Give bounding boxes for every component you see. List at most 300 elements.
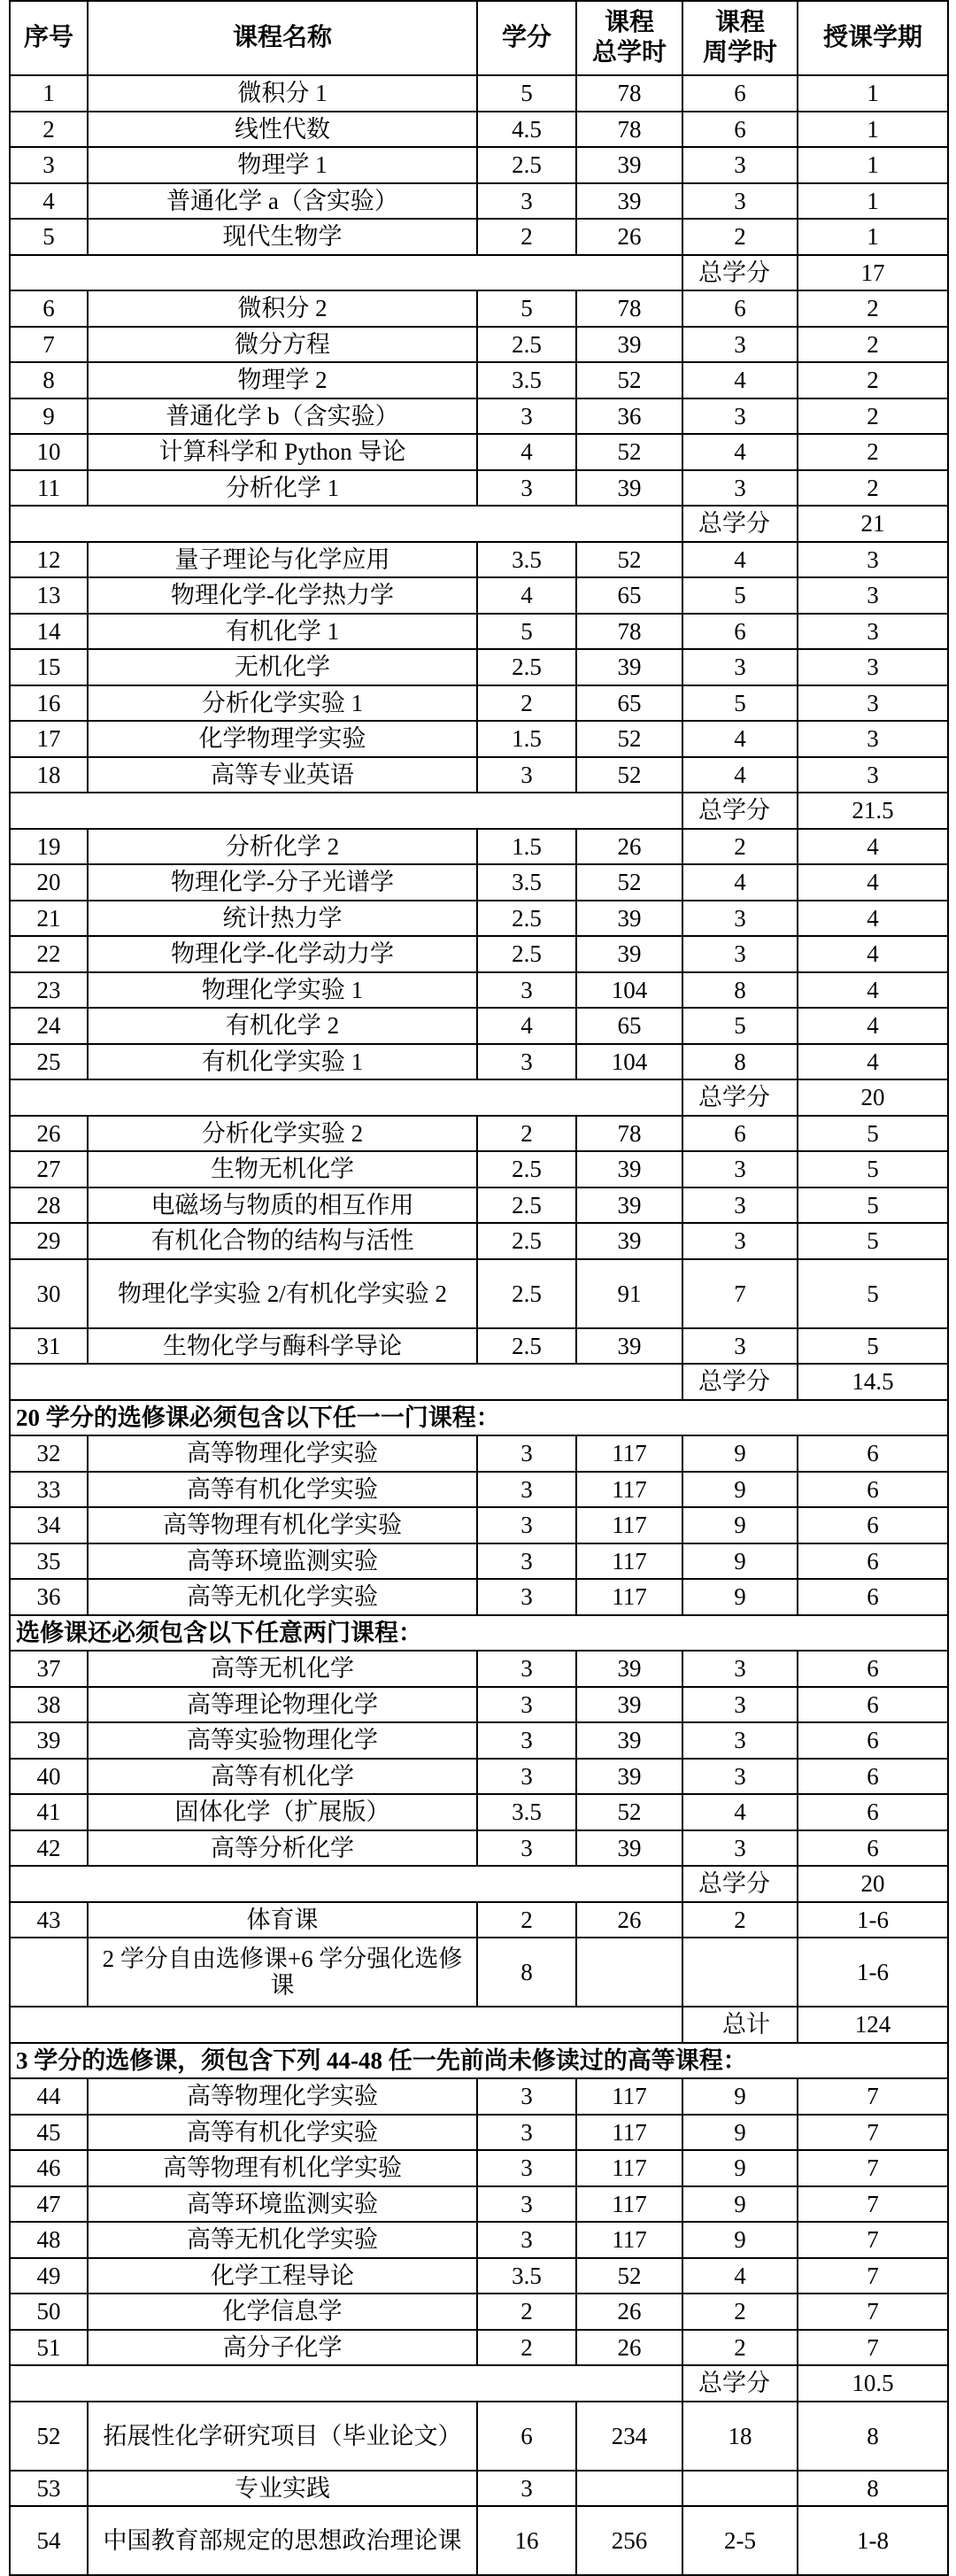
cell-total-hours: 26 [576,219,682,255]
cell-weekly-hours: 9 [682,1472,798,1508]
subtotal-value: 10.5 [798,2365,948,2402]
subtotal-label: 总学分 [682,793,798,829]
cell-weekly-hours: 7 [682,1259,798,1328]
cell-no: 49 [10,2258,88,2294]
table-row [10,362,948,398]
cell-course-name: 高等有机化学 [88,1759,477,1795]
subtotal-label: 总学分 [682,255,798,291]
cell-credit: 3 [477,1651,576,1687]
cell-total-hours: 256 [576,2506,682,2575]
cell-total-hours: 117 [576,1579,682,1615]
cell-credit: 2 [477,685,576,722]
header-name: 课程名称 [88,1,477,75]
table-row [10,183,948,220]
cell-total-hours: 39 [576,1722,682,1759]
cell-no: 7 [10,327,88,363]
cell-weekly-hours: 9 [682,2078,798,2115]
cell-total-hours: 234 [576,2402,682,2471]
cell-credit: 3.5 [477,2258,576,2294]
cell-credit: 3.5 [477,362,576,398]
header-weekly-hours [682,1,798,75]
cell-credit: 2 [477,2294,576,2330]
cell-no: 54 [10,2506,88,2575]
table-row [10,1223,948,1259]
cell-credit: 3.5 [477,1794,576,1830]
cell-credit: 4 [477,434,576,470]
cell-no: 47 [10,2186,88,2223]
cell-course-name: 无机化学 [88,649,477,685]
subtotal-blank [10,793,682,829]
subtotal-value: 21 [798,506,948,542]
cell-term: 4 [798,1044,948,1080]
table-row [10,757,948,793]
subtotal-value: 21.5 [798,793,948,829]
cell-no: 10 [10,434,88,470]
subtotal-blank [10,255,682,291]
cell-weekly-hours: 3 [682,1328,798,1365]
cell-no: 31 [10,1328,88,1365]
cell-credit: 3 [477,2186,576,2223]
subtotal-label: 总学分 [682,1866,798,1902]
cell-term: 6 [798,1759,948,1795]
table-row [10,1472,948,1508]
cell-course-name: 分析化学 2 [88,829,477,865]
cell-credit: 3 [477,398,576,435]
cell-weekly-hours: 3 [682,1151,798,1187]
cell-term: 6 [798,1722,948,1759]
table-row [10,1008,948,1044]
cell-weekly-hours: 4 [682,721,798,757]
cell-credit: 2 [477,1902,576,1938]
table-row [10,1116,948,1152]
cell-total-hours: 52 [576,362,682,398]
cell-weekly-hours: 3 [682,936,798,972]
cell-term: 6 [798,1472,948,1508]
cell-course-name: 量子理论与化学应用 [88,542,477,578]
cell-weekly-hours: 3 [682,1722,798,1759]
subtotal-value: 124 [798,2007,948,2043]
cell-no: 24 [10,1008,88,1044]
table-row [10,112,948,148]
cell-weekly-hours: 2-5 [682,2506,798,2575]
cell-term: 6 [798,1543,948,1580]
cell-course-name: 化学物理学实验 [88,721,477,757]
cell-total-hours: 39 [576,1151,682,1187]
cell-total-hours: 117 [576,2186,682,2223]
cell-weekly-hours: 8 [682,1044,798,1080]
cell-weekly-hours: 4 [682,2258,798,2294]
cell-term: 3 [798,685,948,722]
section-note-row [10,1615,948,1652]
cell-weekly-hours: 9 [682,2115,798,2151]
cell-no: 9 [10,398,88,435]
cell-no: 6 [10,290,88,327]
subtotal-blank [10,2365,682,2402]
table-row [10,829,948,865]
cell-course-name: 现代生物学 [88,219,477,255]
cell-course-name: 高分子化学 [88,2330,477,2366]
cell-credit: 1.5 [477,721,576,757]
cell-no: 12 [10,542,88,578]
cell-course-name: 高等物理化学实验 [88,1435,477,1472]
cell-total-hours: 39 [576,936,682,972]
cell-weekly-hours: 3 [682,1187,798,1224]
cell-credit: 3 [477,470,576,507]
cell-course-name: 物理学 2 [88,362,477,398]
cell-weekly-hours: 3 [682,147,798,183]
cell-no: 29 [10,1223,88,1259]
cell-total-hours: 39 [576,1187,682,1224]
cell-course-name: 微分方程 [88,327,477,363]
cell-term: 5 [798,1223,948,1259]
cell-term: 1 [798,112,948,148]
cell-term: 4 [798,829,948,865]
cell-total-hours: 117 [576,1472,682,1508]
cell-credit: 2.5 [477,649,576,685]
cell-term: 2 [798,290,948,327]
cell-term: 5 [798,1328,948,1365]
cell-weekly-hours: 3 [682,1223,798,1259]
cell-weekly-hours [682,1938,798,2007]
subtotal-row [10,1866,948,1902]
cell-term: 2 [798,434,948,470]
cell-no: 26 [10,1116,88,1152]
cell-no: 32 [10,1435,88,1472]
cell-credit: 3 [477,972,576,1009]
cell-credit: 4.5 [477,112,576,148]
table-row [10,2402,948,2471]
section-note: 20 学分的选修课必须包含以下任一一门课程： [10,1400,948,1436]
cell-credit: 3 [477,1722,576,1759]
cell-weekly-hours: 5 [682,1008,798,1044]
cell-course-name: 中国教育部规定的思想政治理论课 [88,2506,477,2575]
table-row [10,1044,948,1080]
cell-no [10,1938,88,2007]
cell-total-hours: 26 [576,2294,682,2330]
cell-weekly-hours: 6 [682,75,798,112]
cell-no: 46 [10,2150,88,2186]
cell-course-name: 高等物理化学实验 [88,2078,477,2115]
cell-term: 5 [798,1116,948,1152]
cell-term: 1-6 [798,1938,948,2007]
curriculum-table [9,0,949,2576]
cell-course-name: 分析化学实验 2 [88,1116,477,1152]
table-row [10,470,948,507]
cell-weekly-hours: 6 [682,290,798,327]
cell-course-name: 物理化学实验 2/有机化学实验 2 [88,1259,477,1328]
subtotal-label: 总学分 [682,2365,798,2402]
table-row [10,1187,948,1224]
cell-total-hours: 52 [576,864,682,901]
table-row [10,2506,948,2575]
subtotal-blank [10,1079,682,1116]
cell-term: 1 [798,75,948,112]
subtotal-label: 总学分 [682,1079,798,1116]
cell-weekly-hours: 2 [682,1902,798,1938]
cell-course-name: 有机化合物的结构与活性 [88,1223,477,1259]
table-row [10,2294,948,2330]
header-total-hours-line1: 课程 [604,9,654,36]
cell-weekly-hours: 2 [682,829,798,865]
cell-weekly-hours: 3 [682,1651,798,1687]
cell-credit: 3 [477,2471,576,2507]
cell-no: 20 [10,864,88,901]
cell-weekly-hours: 5 [682,685,798,722]
cell-course-name: 高等无机化学实验 [88,2222,477,2258]
cell-total-hours: 39 [576,1651,682,1687]
table-row [10,1543,948,1580]
cell-total-hours: 117 [576,2150,682,2186]
cell-credit: 3 [477,2222,576,2258]
cell-credit: 5 [477,75,576,112]
cell-total-hours: 52 [576,757,682,793]
cell-total-hours: 39 [576,1687,682,1723]
cell-credit: 16 [477,2506,576,2575]
cell-course-name: 高等分析化学 [88,1830,477,1867]
cell-credit: 5 [477,290,576,327]
cell-credit: 2 [477,219,576,255]
table-row [10,1651,948,1687]
table-row [10,542,948,578]
cell-term: 1 [798,147,948,183]
cell-term: 5 [798,1259,948,1328]
cell-term: 7 [798,2115,948,2151]
cell-weekly-hours: 18 [682,2402,798,2471]
cell-term: 5 [798,1151,948,1187]
cell-credit: 3 [477,2078,576,2115]
cell-credit: 3 [477,2150,576,2186]
table-row [10,1687,948,1723]
cell-weekly-hours: 2 [682,2330,798,2366]
cell-course-name: 高等有机化学实验 [88,1472,477,1508]
cell-no: 45 [10,2115,88,2151]
cell-total-hours: 52 [576,434,682,470]
table-row [10,75,948,112]
cell-weekly-hours: 5 [682,577,798,614]
subtotal-label: 总学分 [682,1364,798,1400]
cell-total-hours: 39 [576,327,682,363]
cell-total-hours: 39 [576,901,682,937]
cell-total-hours: 39 [576,183,682,220]
cell-weekly-hours: 9 [682,1543,798,1580]
cell-term: 1-6 [798,1902,948,1938]
cell-no: 21 [10,901,88,937]
table-row [10,1328,948,1365]
cell-credit: 3 [477,1543,576,1580]
cell-course-name: 高等无机化学实验 [88,1579,477,1615]
cell-credit: 2.5 [477,901,576,937]
cell-weekly-hours: 4 [682,434,798,470]
cell-course-name: 线性代数 [88,112,477,148]
table-row [10,434,948,470]
cell-term: 8 [798,2402,948,2471]
cell-term: 2 [798,398,948,435]
cell-term: 6 [798,1579,948,1615]
cell-no: 48 [10,2222,88,2258]
cell-credit: 3 [477,1759,576,1795]
table-row [10,1759,948,1795]
cell-course-name: 高等理论物理化学 [88,1687,477,1723]
cell-credit: 3 [477,183,576,220]
subtotal-row [10,2365,948,2402]
cell-term: 7 [798,2078,948,2115]
cell-no: 16 [10,685,88,722]
cell-no: 28 [10,1187,88,1224]
subtotal-blank [10,2007,682,2043]
table-row [10,1938,948,2007]
subtotal-row [10,2007,948,2043]
cell-no: 37 [10,1651,88,1687]
header-no: 序号 [10,1,88,75]
cell-total-hours: 39 [576,470,682,507]
cell-term: 3 [798,649,948,685]
cell-credit: 2.5 [477,936,576,972]
table-row [10,936,948,972]
cell-weekly-hours: 3 [682,1687,798,1723]
cell-no: 27 [10,1151,88,1187]
subtotal-value: 14.5 [798,1364,948,1400]
cell-total-hours: 78 [576,75,682,112]
section-note: 选修课还必须包含以下任意两门课程： [10,1615,948,1652]
cell-no: 41 [10,1794,88,1830]
cell-weekly-hours: 2 [682,219,798,255]
cell-credit: 4 [477,1008,576,1044]
cell-total-hours: 52 [576,721,682,757]
cell-total-hours: 39 [576,1223,682,1259]
cell-weekly-hours: 4 [682,542,798,578]
cell-course-name: 电磁场与物质的相互作用 [88,1187,477,1224]
cell-credit: 3 [477,1044,576,1080]
cell-term: 2 [798,470,948,507]
subtotal-row [10,506,948,542]
cell-no: 38 [10,1687,88,1723]
cell-course-name: 高等实验物理化学 [88,1722,477,1759]
section-note-row [10,2043,948,2079]
cell-term: 6 [798,1507,948,1543]
cell-credit: 8 [477,1938,576,2007]
cell-total-hours: 117 [576,2115,682,2151]
cell-term: 7 [798,2150,948,2186]
cell-no: 35 [10,1543,88,1580]
cell-weekly-hours: 9 [682,1579,798,1615]
cell-no: 30 [10,1259,88,1328]
cell-credit: 2.5 [477,1259,576,1328]
table-row [10,2222,948,2258]
cell-credit: 3 [477,2115,576,2151]
cell-weekly-hours: 3 [682,183,798,220]
table-row [10,901,948,937]
cell-course-name: 普通化学 b（含实验） [88,398,477,435]
cell-total-hours: 117 [576,1435,682,1472]
cell-no: 17 [10,721,88,757]
cell-credit: 2.5 [477,1187,576,1224]
cell-course-name: 高等环境监测实验 [88,2186,477,2223]
table-row [10,1902,948,1938]
header-weekly-hours-line1: 课程 [714,9,765,36]
cell-course-name: 专业实践 [88,2471,477,2507]
table-row [10,219,948,255]
cell-course-name: 高等无机化学 [88,1651,477,1687]
cell-no: 33 [10,1472,88,1508]
cell-weekly-hours: 6 [682,614,798,650]
cell-no: 50 [10,2294,88,2330]
cell-credit: 5 [477,614,576,650]
cell-term: 5 [798,1187,948,1224]
cell-credit: 3 [477,1507,576,1543]
cell-weekly-hours: 9 [682,2186,798,2223]
cell-term: 1 [798,219,948,255]
subtotal-value: 20 [798,1866,948,1902]
cell-credit: 2 [477,2330,576,2366]
cell-term: 2 [798,327,948,363]
cell-total-hours: 91 [576,1259,682,1328]
cell-credit: 3 [477,1830,576,1867]
table-row [10,614,948,650]
cell-course-name: 普通化学 a（含实验） [88,183,477,220]
subtotal-row [10,1364,948,1400]
cell-no: 42 [10,1830,88,1867]
table-row [10,2258,948,2294]
cell-course-name: 拓展性化学研究项目（毕业论文） [88,2402,477,2471]
cell-total-hours: 117 [576,2222,682,2258]
table-row [10,1794,948,1830]
cell-no: 44 [10,2078,88,2115]
cell-credit: 3.5 [477,542,576,578]
cell-weekly-hours: 9 [682,1507,798,1543]
subtotal-row [10,793,948,829]
cell-course-name: 高等环境监测实验 [88,1543,477,1580]
cell-course-name: 生物化学与酶科学导论 [88,1328,477,1365]
subtotal-row [10,255,948,291]
cell-course-name: 体育课 [88,1902,477,1938]
cell-course-name: 生物无机化学 [88,1151,477,1187]
cell-no: 11 [10,470,88,507]
cell-course-name: 2 学分自由选修课+6 学分强化选修课 [88,1938,477,2007]
cell-no: 53 [10,2471,88,2507]
cell-weekly-hours: 4 [682,864,798,901]
subtotal-value: 17 [798,255,948,291]
cell-credit: 3.5 [477,864,576,901]
table-row [10,2186,948,2223]
table-row [10,1830,948,1867]
cell-total-hours: 52 [576,542,682,578]
table-row [10,864,948,901]
header-total-hours-line2: 总学时 [591,39,667,66]
cell-no: 52 [10,2402,88,2471]
cell-total-hours: 117 [576,1507,682,1543]
cell-no: 22 [10,936,88,972]
cell-course-name: 固体化学（扩展版） [88,1794,477,1830]
cell-term: 1-8 [798,2506,948,2575]
cell-term: 8 [798,2471,948,2507]
header-total-hours [576,1,682,75]
cell-course-name: 化学信息学 [88,2294,477,2330]
cell-total-hours: 65 [576,577,682,614]
cell-total-hours: 78 [576,614,682,650]
subtotal-label: 总计 [682,2007,798,2043]
cell-weekly-hours: 9 [682,2150,798,2186]
cell-course-name: 计算科学和 Python 导论 [88,434,477,470]
cell-total-hours: 117 [576,2078,682,2115]
cell-weekly-hours: 4 [682,757,798,793]
cell-term: 7 [798,2258,948,2294]
cell-credit: 3 [477,1687,576,1723]
cell-no: 5 [10,219,88,255]
cell-term: 3 [798,542,948,578]
cell-term: 4 [798,1008,948,1044]
cell-course-name: 分析化学实验 1 [88,685,477,722]
cell-credit: 2.5 [477,1328,576,1365]
